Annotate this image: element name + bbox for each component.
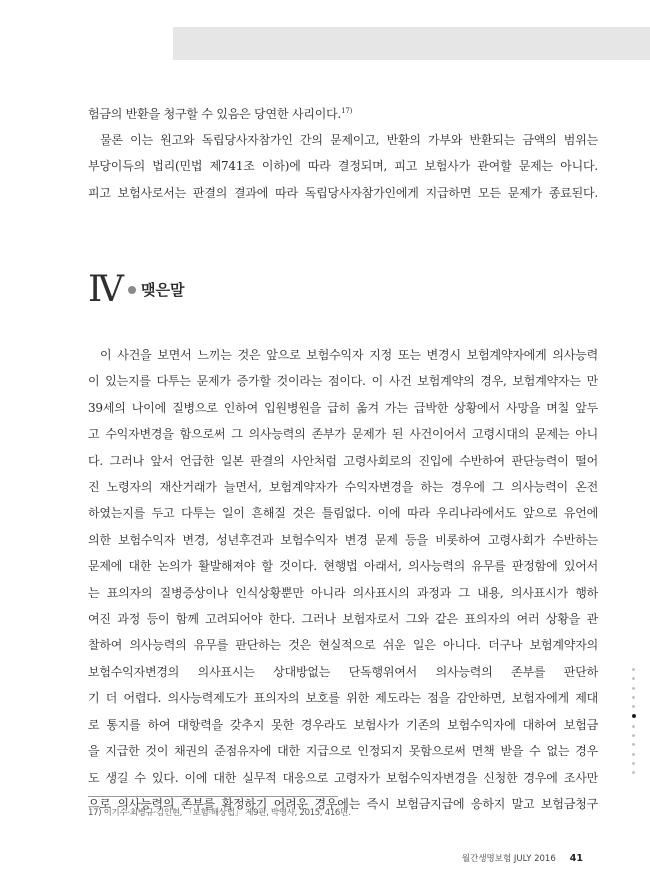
page-footer [462, 852, 583, 864]
page-dot [632, 762, 635, 765]
page-dot [632, 714, 636, 718]
footnote-divider [88, 796, 338, 797]
text-line: 험금의 반환을 청구할 수 있음은 당연한 사리이다.$^{17)}$ [88, 107, 353, 121]
page-dot [632, 687, 635, 690]
text-line: 다. 그러나 앞서 언급한 일본 판결의 사안처럼 고령사회로의 진입에 수반하여 판단능력이 떨어 [88, 453, 598, 468]
text-line: 하였는지를 두고 다투는 일이 흔해질 것은 틀림없다. 이에 따라 우리나라에서도 앞으로 유언에 [88, 506, 598, 521]
bullet-dot-icon [128, 286, 136, 294]
page-dot [632, 696, 635, 699]
page-dot [632, 734, 635, 737]
page-dot [632, 753, 635, 756]
publication-name: 월간생명보험 JULY 2016 [461, 854, 556, 864]
page-dot [632, 743, 635, 746]
text-line: 물론 이는 원고와 독립당사자참가인 간의 문제이고, 반환의 가부와 반환되는 금액의 범위는 [100, 133, 598, 147]
page-dot [632, 771, 635, 774]
text-line: 으로 의사능력의 존부를 확정하기 어려운 경우에는 즉시 보험금지급에 응하지 말고 보험금청구 [88, 796, 598, 811]
footnote: 17) 이기수·최병규·김인현, 「보험·해상법」 제9판, 박영사, 2015, 416면. [88, 808, 351, 818]
paragraph-text [88, 127, 598, 206]
text-line: 찰하여 의사능력의 유무를 판단하는 것은 현실적으로 쉬운 일은 아니다. 더구나 보험계약자의 [88, 638, 598, 653]
text-line: 이 있는지를 다투는 문제가 증가할 것이라는 점이다. 이 사건 보험계약의 경우, 보험계약자는 만 [88, 374, 598, 389]
page-indicator [631, 668, 637, 781]
paragraph-continuation [88, 101, 598, 127]
page-number: 41 [569, 853, 583, 864]
footnote-ref[interactable]: 17) [341, 107, 353, 115]
text-line: 로 통지를 하여 대항력을 갖추지 못한 경우라도 보험사가 기존의 보험수익자에 대하여 보험금 [88, 717, 598, 732]
text-line: 는 표의자의 질병증상이나 인식상황뿐만 아니라 의사표시의 과정과 그 내용, 의사표시가 행하 [88, 585, 598, 600]
text-line: 을 지급한 것이 채권의 준점유자에 대한 지급으로 인정되지 못함으로써 면책 받을 수 없는 경우 [88, 744, 598, 759]
text-line: 기 더 어렵다. 의사능력제도가 표의자의 보호를 위한 제도라는 점을 감안하면, 보험자에게 제대 [88, 691, 598, 706]
section-title: 맺은말 [141, 281, 185, 299]
body-paragraph [88, 342, 598, 817]
page-dot [632, 668, 635, 671]
text-line: 피고 보험사로서는 판결의 결과에 따라 독립당사자참가인에게 지급하면 모든 문제가 종료된다. [88, 185, 598, 200]
text-line: 부당이득의 법리(민법 제741조 이하)에 따라 결정되며, 피고 보험사가 관여할 문제는 아니다. [88, 159, 598, 174]
text-line: 진 노령자의 재산거래가 늘면서, 보험계약자가 수익자변경을 하는 경우에 그 의사능력이 온전 [88, 480, 598, 495]
text-line: 문제에 대한 논의가 활발해져야 할 것이다. 현행법 아래서, 의사능력의 유무를 판정함에 있어서 [88, 559, 598, 574]
section-numeral: Ⅳ [88, 269, 121, 310]
text-line: 여진 과정 등이 함께 고려되어야 한다. 그러나 보험자로서 그와 같은 표의자의 여러 상황을 관 [88, 612, 598, 627]
text-line: 39세의 나이에 질병으로 인하여 입원병원을 급히 옮겨 가는 급박한 상황에서 사망을 며칠 앞두 [88, 400, 598, 415]
header-bar [173, 27, 650, 60]
text-line: 의한 보험수익자 변경, 성년후견과 보험수익자 변경 문제 등을 비롯하여 고령사회가 수반하는 [88, 532, 598, 547]
text-line: 이 사건을 보면서 느끼는 것은 앞으로 보험수익자 지정 또는 변경시 보험계약자에게 의사능력 [100, 348, 598, 362]
text-line: 도 생길 수 있다. 이에 대한 실무적 대응으로 고령자가 보험수익자변경을 신청한 경우에 조사만 [88, 770, 598, 785]
text-line: 고 수익자변경을 함으로써 그 의사능력의 존부가 문제가 된 사건이어서 고령시대의 문제는 아니 [88, 427, 598, 442]
text-line: 보험수익자변경의 의사표시는 상대방없는 단독행위여서 의사능력의 존부를 판단하 [88, 664, 598, 679]
page-dot [632, 677, 635, 680]
page-dot [632, 705, 635, 708]
page-dot [632, 725, 635, 728]
